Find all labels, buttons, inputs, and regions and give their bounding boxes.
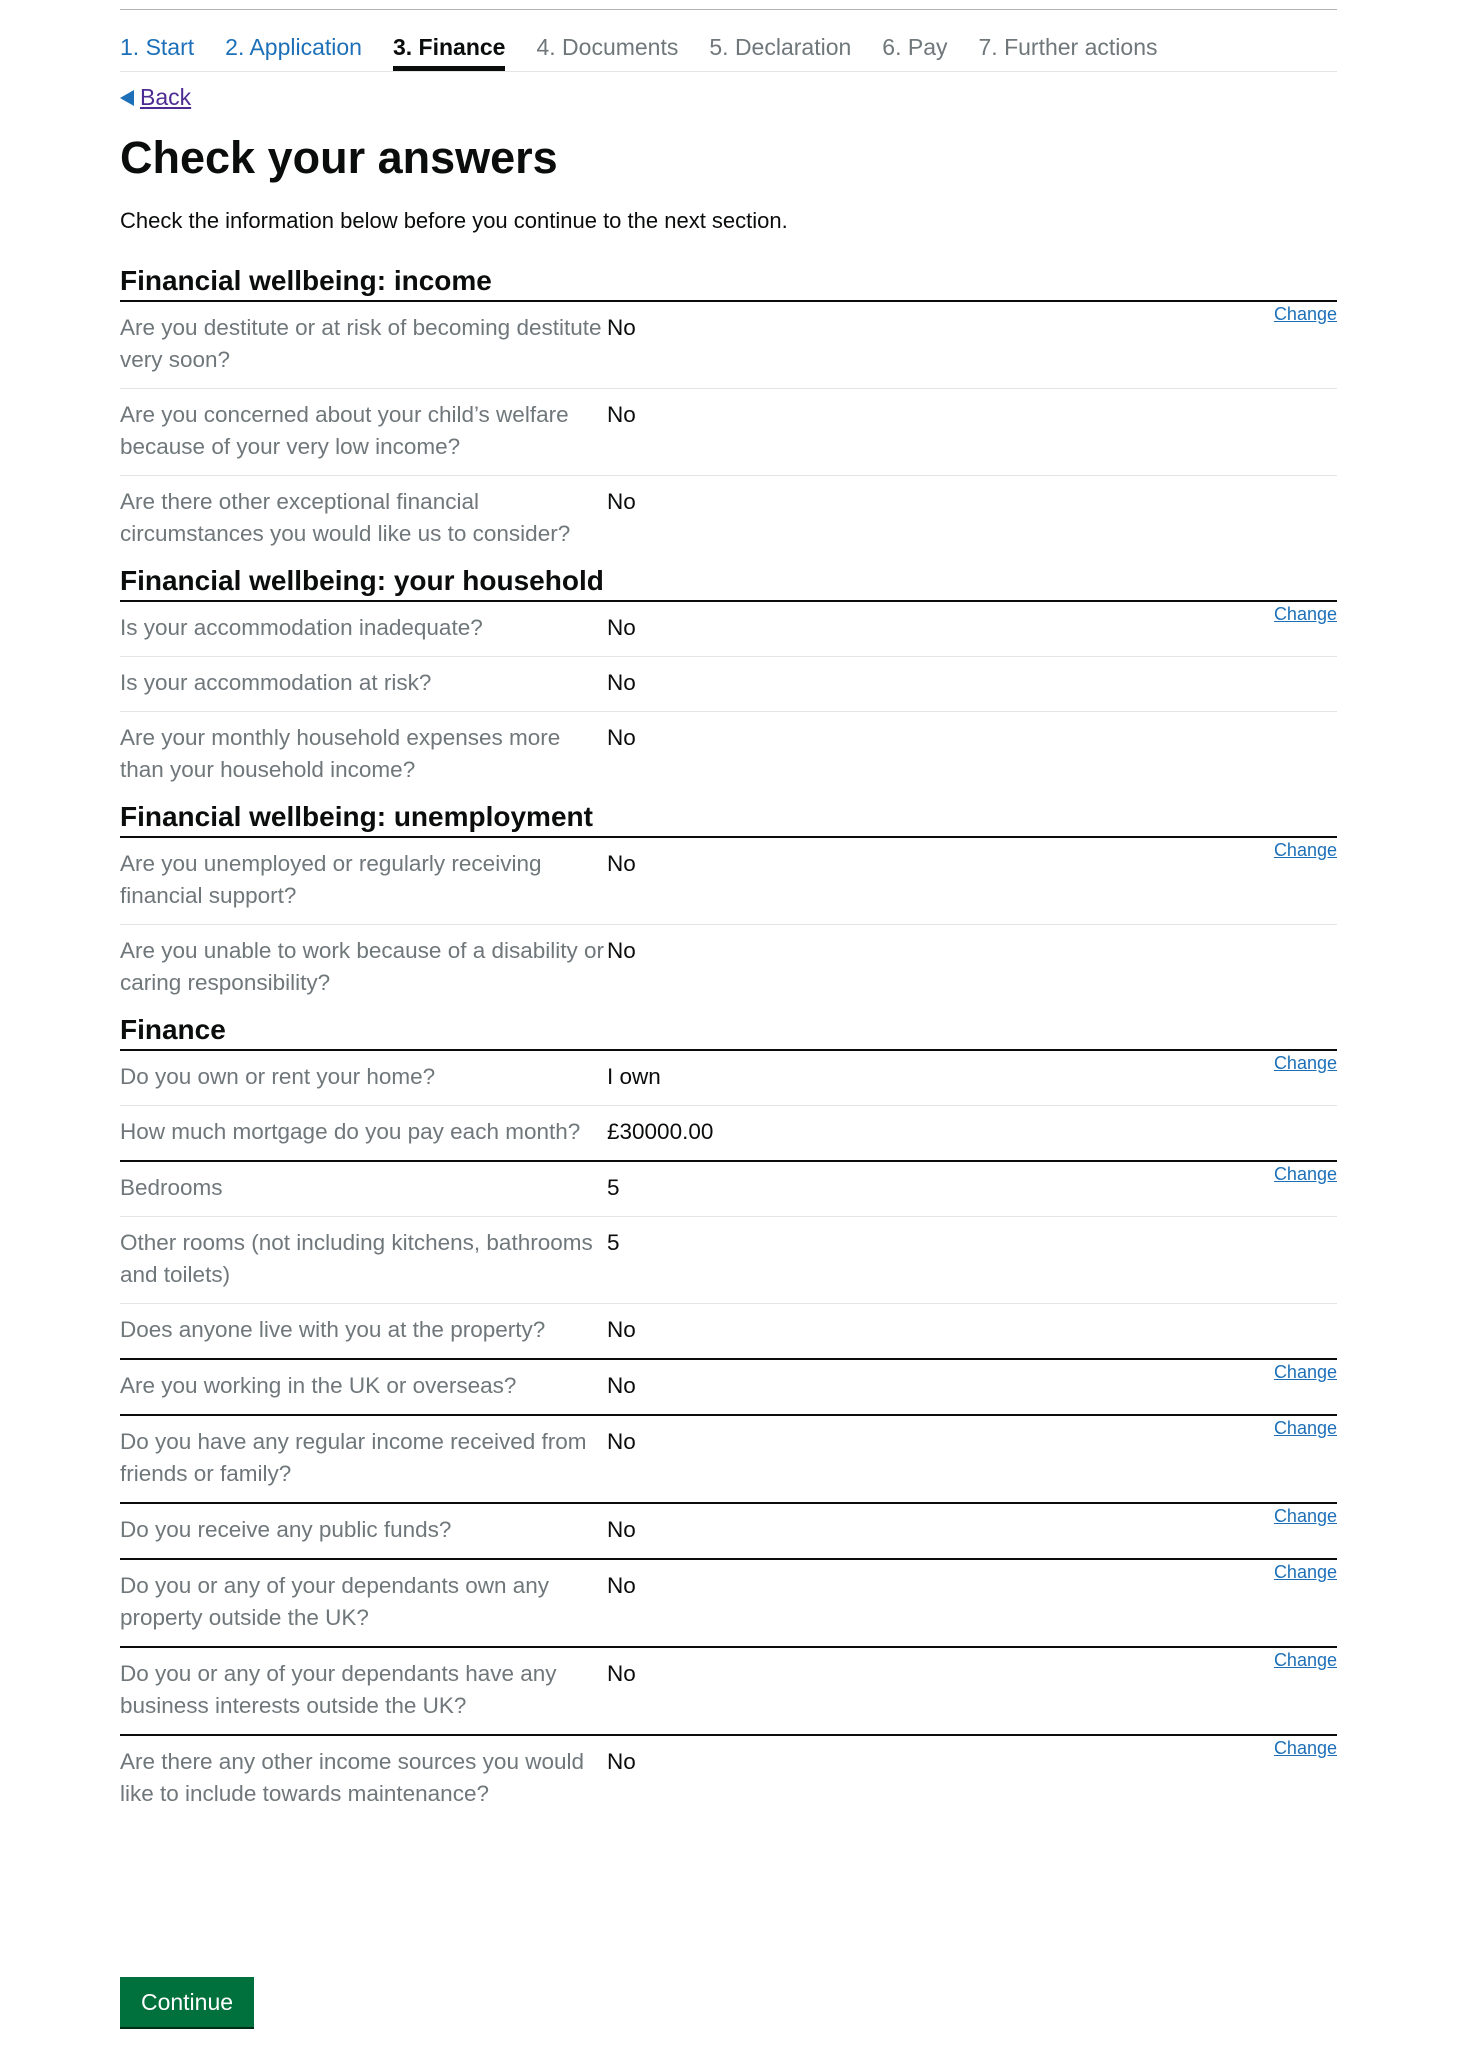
section-heading: Financial wellbeing: unemployment [120, 800, 593, 832]
step-7: 7. Further actions [978, 34, 1158, 60]
back-arrow-icon [120, 90, 134, 106]
question-label: Are you working in the UK or overseas? [120, 1372, 517, 1398]
question-label: Are there other exceptional financial circumstances you would like us to consider? [120, 488, 571, 546]
summary-row [120, 389, 1337, 476]
step-1[interactable]: 1. Start [120, 34, 195, 60]
question-label: Are you concerned about your child’s welfare because of your very low income? [120, 401, 569, 459]
page [120, 9, 1337, 2015]
answer-value: No [607, 1572, 636, 1598]
summary-row [120, 1217, 1337, 1304]
back-label: Back [140, 84, 192, 110]
answer-group [120, 300, 1337, 562]
summary-row [120, 925, 1337, 1011]
change-link[interactable]: Change [1273, 1649, 1337, 1670]
question-label: How much mortgage do you pay each month? [120, 1118, 581, 1144]
question-label: Do you own or rent your home? [120, 1063, 436, 1089]
question-label: Do you receive any public funds? [120, 1516, 452, 1542]
question-label: Are there any other income sources you would like to include towards maintenance? [120, 1748, 584, 1806]
summary-row [120, 1416, 1337, 1502]
summary-row [120, 302, 1337, 389]
question-label: Are you unable to work because of a disability or caring responsibility? [120, 937, 605, 995]
question-label: Does anyone live with you at the property? [120, 1316, 546, 1342]
question-label: Other rooms (not including kitchens, bathrooms and toilets) [120, 1229, 593, 1287]
summary-row [120, 1051, 1337, 1106]
change-link[interactable]: Change [1273, 303, 1337, 324]
answer-group [120, 1502, 1337, 1558]
question-label: Are you destitute or at risk of becoming destitute very soon? [120, 314, 602, 372]
page-title: Check your answers [120, 132, 558, 183]
answer-value: No [607, 850, 636, 876]
summary-row [120, 712, 1337, 798]
intro-text: Check the information below before you continue to the next section. [120, 207, 788, 233]
answer-value: I own [607, 1063, 661, 1089]
question-label: Is your accommodation at risk? [120, 669, 432, 695]
change-link[interactable]: Change [1273, 1052, 1337, 1073]
answer-group [120, 1646, 1337, 1734]
answer-group [120, 836, 1337, 1011]
answer-value: No [607, 488, 636, 514]
back-link[interactable] [120, 84, 191, 111]
change-link[interactable]: Change [1273, 1737, 1337, 1758]
answer-group [120, 1734, 1337, 1822]
answer-group [120, 600, 1337, 798]
answer-value: No [607, 669, 636, 695]
answer-value: No [607, 1748, 636, 1774]
summary-row [120, 1106, 1337, 1160]
answer-group [120, 1414, 1337, 1502]
summary-row [120, 1736, 1337, 1822]
question-label: Do you have any regular income received from friends or family? [120, 1428, 587, 1486]
section-heading: Financial wellbeing: your household [120, 564, 604, 596]
answer-group [120, 1358, 1337, 1414]
question-label: Bedrooms [120, 1174, 223, 1200]
summary-row [120, 602, 1337, 657]
answer-value: No [607, 1660, 636, 1686]
question-label: Do you or any of your dependants have any business interests outside the UK? [120, 1660, 557, 1718]
summary-row [120, 1304, 1337, 1358]
answers-summary [120, 262, 1337, 1822]
section-heading: Finance [120, 1013, 226, 1045]
change-link[interactable]: Change [1273, 1361, 1337, 1382]
answer-value: No [607, 937, 636, 963]
summary-row [120, 1504, 1337, 1558]
answer-value: 5 [607, 1229, 620, 1255]
question-label: Are your monthly household expenses more than your household income? [120, 724, 561, 782]
question-label: Are you unemployed or regularly receiving financial support? [120, 850, 542, 908]
summary-row [120, 1648, 1337, 1734]
change-link[interactable]: Change [1273, 839, 1337, 860]
change-link[interactable]: Change [1273, 603, 1337, 624]
answer-value: No [607, 401, 636, 427]
step-navigation [120, 10, 1337, 72]
answer-value: No [607, 1428, 636, 1454]
continue-button[interactable]: Continue [120, 1977, 254, 2027]
answer-group [120, 1558, 1337, 1646]
answer-group [120, 1160, 1337, 1358]
answer-value: No [607, 724, 636, 750]
question-label: Is your accommodation inadequate? [120, 614, 483, 640]
summary-row [120, 476, 1337, 562]
change-link[interactable]: Change [1273, 1561, 1337, 1582]
summary-row [120, 1360, 1337, 1414]
summary-row [120, 838, 1337, 925]
step-3: 3. Finance [393, 10, 505, 71]
section-heading: Financial wellbeing: income [120, 264, 492, 296]
question-label: Do you or any of your dependants own any property outside the UK? [120, 1572, 550, 1630]
answer-value: No [607, 1516, 636, 1542]
step-6: 6. Pay [882, 34, 948, 60]
answer-value: £30000.00 [607, 1118, 714, 1144]
step-2[interactable]: 2. Application [225, 34, 362, 60]
summary-row [120, 1162, 1337, 1217]
change-link[interactable]: Change [1273, 1417, 1337, 1438]
step-5: 5. Declaration [709, 34, 852, 60]
summary-row [120, 1560, 1337, 1646]
change-link[interactable]: Change [1273, 1163, 1337, 1184]
step-4: 4. Documents [536, 34, 679, 60]
answer-value: 5 [607, 1174, 620, 1200]
answer-value: No [607, 614, 636, 640]
answer-value: No [607, 314, 636, 340]
change-link[interactable]: Change [1273, 1505, 1337, 1526]
answer-value: No [607, 1316, 636, 1342]
summary-row [120, 657, 1337, 712]
answer-group [120, 1049, 1337, 1160]
answer-value: No [607, 1372, 636, 1398]
